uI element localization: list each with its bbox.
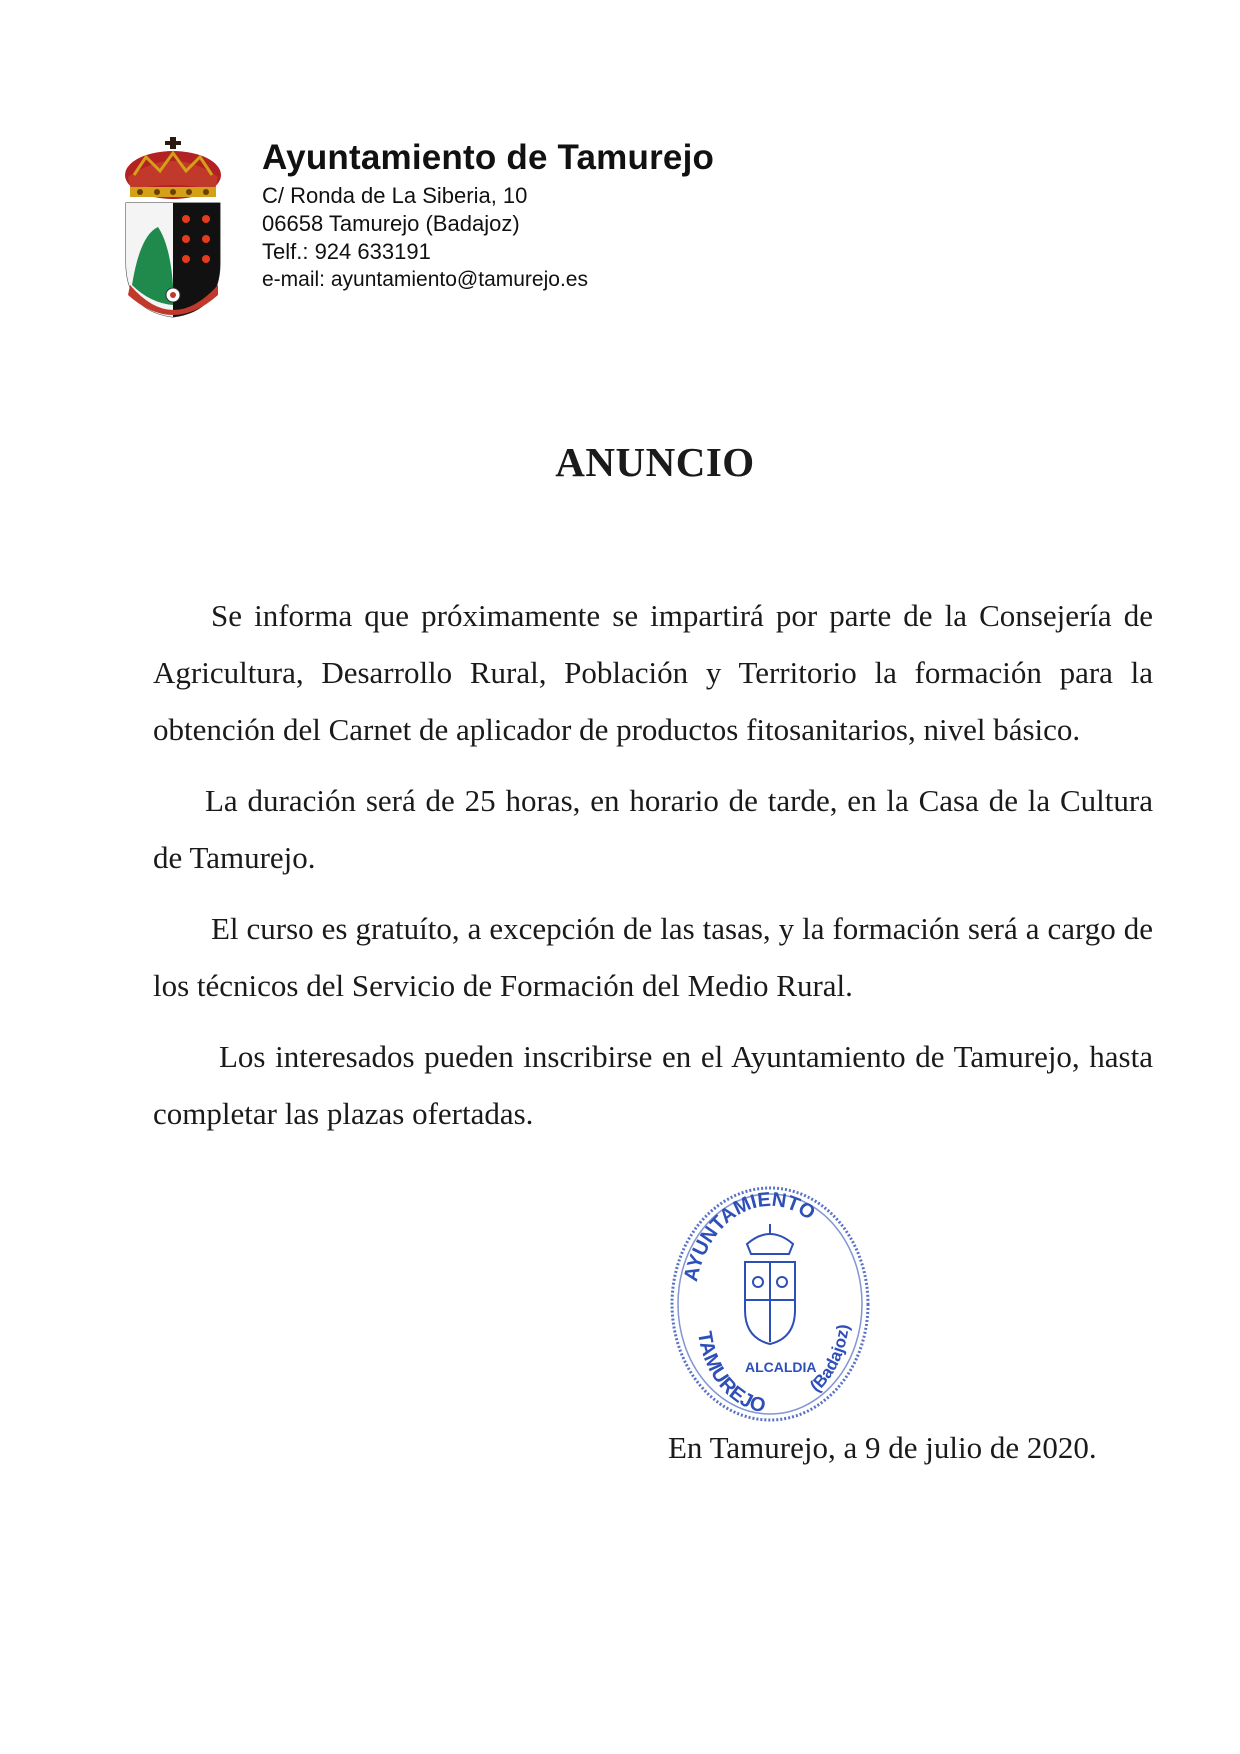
address-line: C/ Ronda de La Siberia, 10 xyxy=(262,183,528,208)
paragraph-2: La duración será de 25 horas, en horario de tarde, en la Casa de la Cultura de Tamurejo. xyxy=(153,783,1153,875)
letterhead xyxy=(262,138,714,294)
document-title: ANUNCIO xyxy=(555,439,755,485)
date-line: En Tamurejo, a 9 de julio de 2020. xyxy=(668,1430,1097,1465)
stamp-side-text: (Badajoz) xyxy=(806,1323,853,1396)
paragraph-1: Se informa que próximamente se impartirá por parte de la Consejería de Agricultura, Desarrollo Rural, Población y Territorio la formación para la obtención del Carnet de aplicador de productos fitosanitarios, nivel básico. xyxy=(153,598,1153,747)
stamp-top-text: AYUNTAMIENTO xyxy=(680,1188,819,1284)
postal-line: 06658 Tamurejo (Badajoz) xyxy=(262,211,520,236)
stamp-crest-icon xyxy=(745,1224,795,1344)
organization-name: Ayuntamiento de Tamurejo xyxy=(262,138,715,177)
paragraph-3: El curso es gratuíto, a excepción de las tasas, y la formación será a cargo de los técnicos del Servicio de Formación del Medio Rural. xyxy=(153,911,1153,1003)
official-stamp xyxy=(665,1182,875,1427)
stamp-center-text: ALCALDIA xyxy=(745,1359,817,1375)
paragraph-4: Los interesados pueden inscribirse en el Ayuntamiento de Tamurejo, hasta completar las plazas ofertadas. xyxy=(153,1039,1153,1131)
phone-line: Telf.: 924 633191 xyxy=(262,239,431,264)
stamp-bottom-text: TAMUREJO xyxy=(692,1329,768,1418)
coat-of-arms-logo xyxy=(120,135,226,320)
email-line: e-mail: ayuntamiento@tamurejo.es xyxy=(262,268,588,291)
announcement-body xyxy=(153,587,1153,1156)
